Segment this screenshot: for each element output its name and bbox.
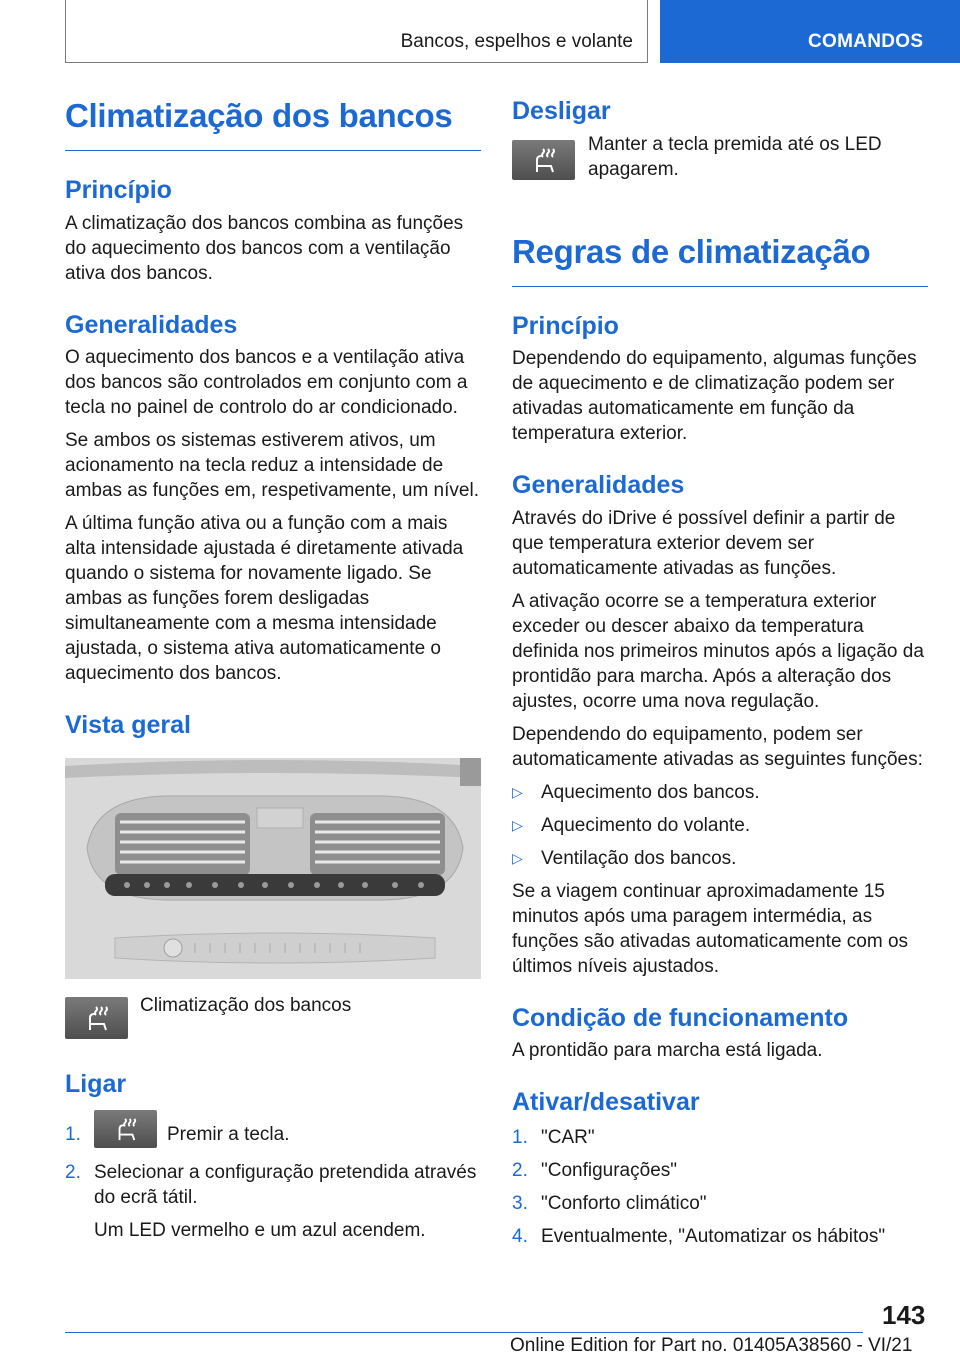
- heading-ligar: Ligar: [65, 1069, 127, 1098]
- heading-principio: Princípio: [65, 176, 172, 205]
- ligar-step-1-number: 1.: [65, 1124, 81, 1146]
- header-chapter-tab: [660, 0, 960, 63]
- seat-climate-icon: [65, 997, 128, 1039]
- step-number: 1.: [512, 1126, 528, 1148]
- list-item: [512, 780, 928, 805]
- seat-climate-icon: [512, 140, 575, 180]
- title-rule: [65, 150, 481, 151]
- header-section-title: Bancos, espelhos e volante: [400, 31, 633, 52]
- caption-row: [65, 994, 481, 1039]
- header-chapter-title: COMANDOS: [808, 31, 924, 52]
- principio-text: Dependendo do equipamento, algumas funções de aquecimento e de climatização podem ser ativadas automaticamente em função da temperatura exterior.: [512, 348, 917, 445]
- photo-caption: Climatização dos bancos: [140, 994, 352, 1016]
- seat-climate-icon: [94, 1110, 157, 1148]
- list-item-text: Aquecimento do volante.: [541, 814, 751, 836]
- generalidades-p4: Se a viagem continuar aproximadamente 15 minutos após uma paragem intermédia, as funções são ativadas automaticamente com os últimos níveis ajustados.: [512, 880, 909, 977]
- generalidades-p3: Dependendo do equipamento, podem ser automaticamente ativadas as seguintes funções:: [512, 723, 923, 770]
- generalidades-p3: A última função ativa ou a função com a mais alta intensidade ajustada é diretamente ativada quando o sistema for novamente ligado. Se ambas as funções forem desligadas simultaneamente com a mesma intensidade ajustada, o sistema ativa automaticamente o aquecimento dos bancos.: [65, 513, 464, 685]
- footer-rule: [65, 1332, 863, 1333]
- step-number: 2.: [512, 1159, 528, 1181]
- list-item-text: Aquecimento dos bancos.: [541, 781, 760, 803]
- ligar-step-1: [65, 1110, 481, 1148]
- title-rule: [512, 286, 928, 287]
- generalidades-p2: Se ambos os sistemas estiverem ativos, um acionamento na tecla reduz a intensidade de ambas as funções em, respetivamente, um nível.: [65, 430, 479, 502]
- ativar-step: [512, 1125, 928, 1150]
- step-number: 4.: [512, 1225, 528, 1247]
- ligar-step-2: [65, 1160, 481, 1210]
- generalidades-p1: Através do iDrive é possível definir a partir de que temperatura exterior devem ser automaticamente ativadas as funções.: [512, 507, 896, 579]
- list-item-text: Ventilação dos bancos.: [541, 847, 737, 869]
- climate-panel-illustration: [65, 758, 481, 979]
- ligar-step-1-text: Premir a tecla.: [167, 1124, 290, 1146]
- climate-panel-photo: [65, 758, 481, 979]
- ligar-step-2-number: 2.: [65, 1162, 81, 1184]
- step-number: 3.: [512, 1192, 528, 1214]
- list-item: [512, 846, 928, 871]
- page-title-climatizacao: Climatização dos bancos: [65, 97, 453, 134]
- ligar-step-2-note: Um LED vermelho e um azul acendem.: [94, 1220, 426, 1242]
- ativar-step: [512, 1224, 928, 1249]
- triangle-bullet-icon: ▷: [512, 783, 523, 800]
- right-column: [512, 98, 928, 1249]
- triangle-bullet-icon: ▷: [512, 816, 523, 833]
- list-item: [512, 813, 928, 838]
- desligar-text: Manter a tecla premida até os LED apagarem.: [588, 133, 882, 180]
- heading-generalidades: Generalidades: [65, 310, 238, 339]
- page-number: 143: [882, 1300, 926, 1330]
- step-text: "CAR": [541, 1126, 595, 1148]
- ativar-step: [512, 1191, 928, 1216]
- heading-ativar-desativar: Ativar/desativar: [512, 1088, 700, 1117]
- step-text: Eventualmente, "Automatizar os hábitos": [541, 1225, 886, 1247]
- desligar-row: [512, 133, 928, 190]
- heading-generalidades: Generalidades: [512, 471, 685, 500]
- triangle-bullet-icon: ▷: [512, 849, 523, 866]
- heading-vista-geral: Vista geral: [65, 711, 192, 740]
- heading-principio: Princípio: [512, 311, 619, 340]
- principio-text: A climatização dos bancos combina as funções do aquecimento dos bancos com a ventilação ativa dos bancos.: [65, 212, 464, 284]
- footer-edition: Online Edition for Part no. 01405A38560 - VI/21: [510, 1335, 913, 1356]
- heading-condicao: Condição de funcionamento: [512, 1003, 849, 1032]
- generalidades-p2: A ativação ocorre se a temperatura exterior exceder ou descer abaixo da temperatura definida nos primeiros minutos após a ligação da prontidão para marcha. Após a alteração dos ajustes, ocorre uma nova regulação.: [512, 590, 924, 712]
- step-text: "Conforto climático": [541, 1192, 707, 1214]
- heading-desligar: Desligar: [512, 97, 611, 125]
- ativar-step: [512, 1158, 928, 1183]
- left-column: [65, 98, 481, 1243]
- page-title-regras: Regras de climatização: [512, 232, 871, 270]
- step-text: "Configurações": [541, 1159, 678, 1181]
- ligar-step-2-text: Selecionar a configuração pretendida através do ecrã tátil.: [94, 1162, 477, 1209]
- condicao-text: A prontidão para marcha está ligada.: [512, 1040, 823, 1062]
- header-section-box: [65, 0, 648, 63]
- generalidades-p1: O aquecimento dos bancos e a ventilação ativa dos bancos são controlados em conjunto com a tecla no painel de controlo do ar condicionado.: [65, 347, 468, 419]
